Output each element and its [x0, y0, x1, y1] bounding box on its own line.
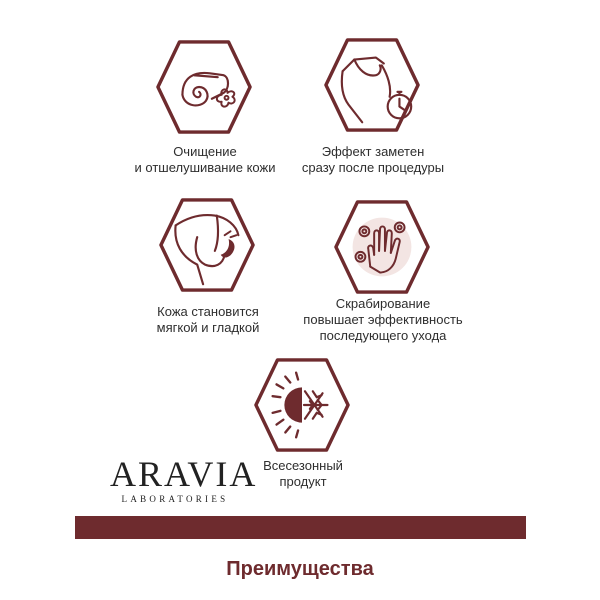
smooth-skin-leg-icon: [158, 196, 256, 294]
sun-snowflake-icon: [253, 356, 351, 454]
brand-logo-subtitle: LABORATORIES: [121, 494, 229, 504]
body-stopwatch-icon: [323, 36, 421, 134]
feature-caption: Скрабирование повышает эффективность последующего ухода: [303, 296, 463, 343]
brand-logo: [110, 454, 258, 504]
towel-roll-flower-icon: [155, 38, 253, 136]
brand-logo-name: ARAVIA: [110, 454, 258, 494]
accent-band: [75, 516, 526, 539]
feature-caption: Всесезонный продукт: [263, 458, 343, 489]
feature-caption: Кожа становится мягкой и гладкой: [156, 304, 260, 335]
massage-hand-icon: [333, 198, 431, 296]
page-title: Преимущества: [226, 558, 374, 580]
feature-caption: Эффект заметен сразу после процедуры: [301, 144, 445, 175]
feature-caption: Очищение и отшелушивание кожи: [134, 144, 276, 175]
